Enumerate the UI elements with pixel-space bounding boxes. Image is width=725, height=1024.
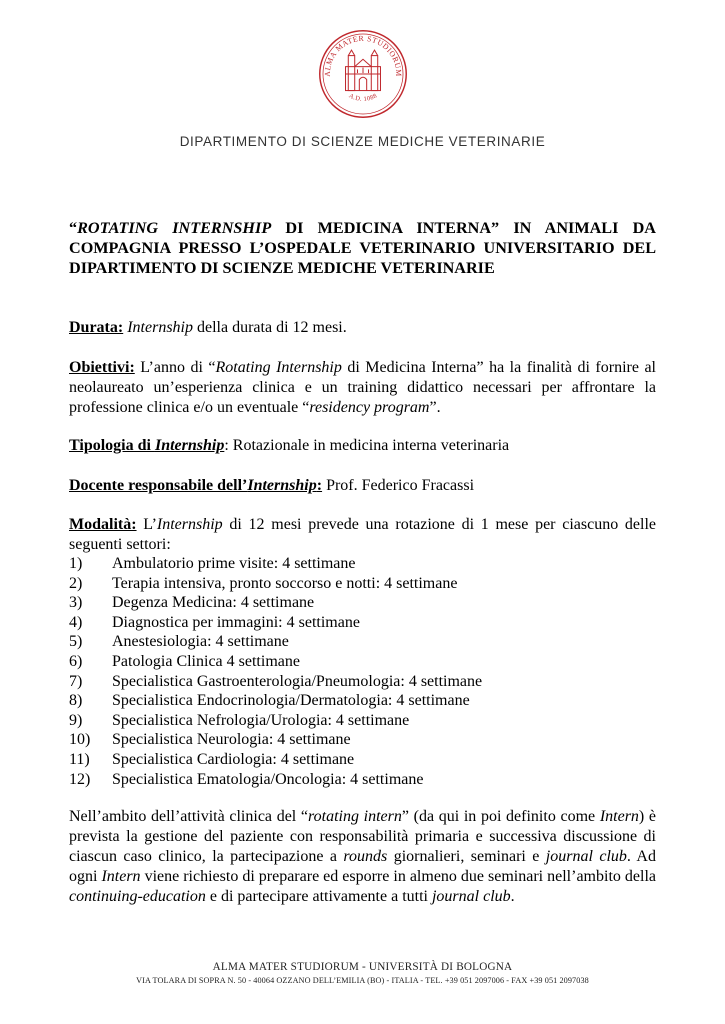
svg-text:A.D. 1088: [348, 92, 379, 103]
rotation-list: [69, 554, 656, 789]
document-title: “ROTATING INTERNSHIP DI MEDICINA INTERNA” IN ANIMALI DA COMPAGNIA PRESSO L’OSPEDALE VETERINARIO UNIVERSITARIO DEL DIPARTIMENTO DI SCIENZE MEDICHE VETERINARIE: [69, 219, 656, 277]
modalita-section: Modalità: L’Internship di 12 mesi prevede una rotazione di 1 mese per ciascuno delle seguenti settori:: [69, 516, 656, 553]
list-item: 4) Diagnostica per immagini: 4 settimane: [69, 613, 360, 631]
footer-address: VIA TOLARA DI SOPRA N. 50 - 40064 OZZANO DELL’EMILIA (BO) - ITALIA - TEL. +39 051 2097006 - FAX +39 051 2097038: [136, 976, 589, 985]
seal-text-bottom: A.D. 1088: [347, 92, 379, 103]
list-item: 7) Specialistica Gastroenterologia/Pneumologia: 4 settimane: [69, 672, 483, 690]
list-item: 3) Degenza Medicina: 4 settimane: [69, 594, 315, 612]
docente-label: Docente responsabile dell’Internship:: [69, 477, 323, 494]
durata-section: Durata: Internship della durata di 12 mesi.: [69, 319, 347, 336]
list-item: 8) Specialistica Endocrinologia/Dermatologia: 4 settimane: [69, 692, 470, 710]
list-item: 11) Specialistica Cardiologia: 4 settimane: [69, 750, 355, 768]
tipologia-section: Tipologia di Internship: Rotazionale in medicina interna veterinaria: [69, 437, 510, 454]
list-item: 12) Specialistica Ematologia/Oncologia: 4 settimane: [69, 770, 424, 788]
list-item: 6) Patologia Clinica 4 settimane: [69, 652, 300, 670]
footer-university: ALMA MATER STUDIORUM - UNIVERSITÀ DI BOLOGNA: [212, 961, 513, 973]
list-item: 2) Terapia intensiva, pronto soccorso e notti: 4 settimane: [69, 574, 458, 592]
list-item: 9) Specialistica Nefrologia/Urologia: 4 settimane: [69, 711, 410, 729]
obiettivi-label: Obiettivi:: [69, 359, 135, 376]
university-seal-logo: [317, 28, 409, 120]
durata-label: Durata:: [69, 319, 124, 336]
list-item: 10) Specialistica Neurologia: 4 settimane: [69, 731, 351, 749]
tipologia-label: Tipologia di Internship: [69, 437, 225, 454]
ambito-paragraph: Nell’ambito dell’attività clinica del “rotating intern” (da qui in poi definito come Intern) è prevista la gestione del paziente con responsabilità primaria e successiva discussione di ciascun caso clinico, la partecipazione a rounds giornalieri, seminari e journal club. Ad ogni Intern viene richiesto di preparare ed esporre in almeno due seminari nell’ambito della continuing-education e di partecipare attivamente a tutti journal club.: [69, 808, 657, 905]
list-item: 1) Ambulatorio prime visite: 4 settimane: [69, 555, 356, 572]
modalita-label: Modalità:: [69, 516, 137, 533]
list-item: 5) Anestesiologia: 4 settimane: [69, 633, 289, 651]
department-header: DIPARTIMENTO DI SCIENZE MEDICHE VETERINARIE: [179, 134, 546, 149]
seal-text-top: ALMA MATER STUDIORUM: [322, 33, 404, 77]
obiettivi-section: Obiettivi: L’anno di “Rotating Internship di Medicina Interna” ha la finalità di fornire al neolaureato un’esperienza clinica e un training didattico necessari per affrontare la professione clinica e/o un eventuale “residency program”.: [69, 359, 656, 416]
docente-section: Docente responsabile dell’Internship: Prof. Federico Fracassi: [69, 477, 475, 494]
